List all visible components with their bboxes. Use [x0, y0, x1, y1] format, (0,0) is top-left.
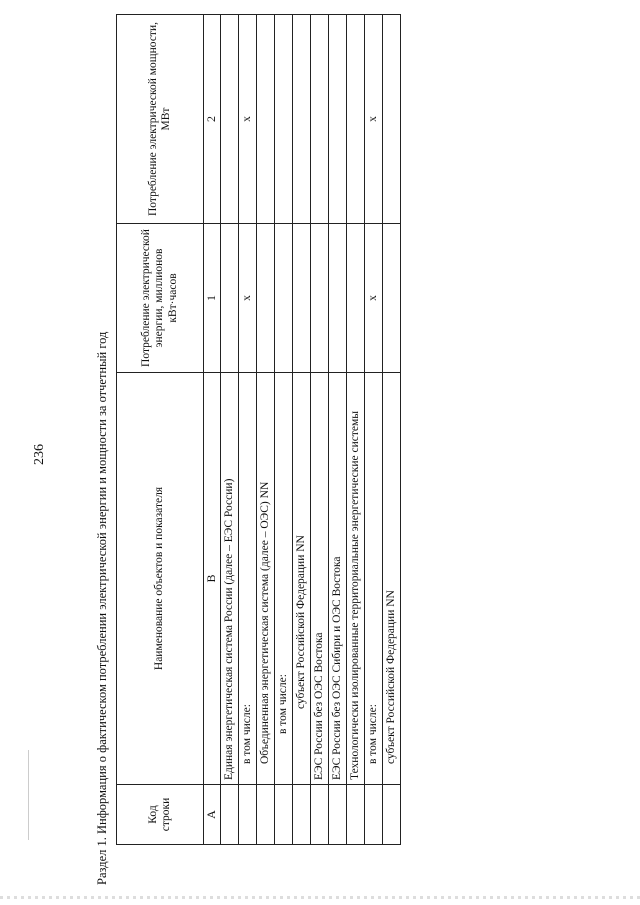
row-code	[365, 785, 383, 845]
row-power: х	[239, 15, 257, 224]
table-row	[221, 15, 239, 845]
table-row	[275, 15, 293, 845]
row-energy: х	[365, 224, 383, 373]
table-row	[365, 15, 383, 845]
row-name: в том числе:	[239, 373, 257, 785]
row-power	[383, 15, 401, 224]
header-energy: Потребление электрической энергии, миллионов кВт·часов	[117, 224, 204, 373]
row-energy	[347, 224, 365, 373]
row-energy	[293, 224, 311, 373]
header-power: Потребление электрической мощности, МВт	[117, 15, 204, 224]
row-name: ЕЭС России без ОЭС Востока	[311, 373, 329, 785]
row-energy	[329, 224, 347, 373]
table-row	[329, 15, 347, 845]
row-code	[293, 785, 311, 845]
row-energy: х	[239, 224, 257, 373]
row-power: х	[365, 15, 383, 224]
table-row	[239, 15, 257, 845]
table-row	[257, 15, 275, 845]
row-name: ЕЭС России без ОЭС Сибири и ОЭС Востока	[329, 373, 347, 785]
row-power	[329, 15, 347, 224]
row-code	[257, 785, 275, 845]
section-title: Раздел 1. Информация о фактическом потреблении электрической энергии и мощности за отчетный год	[95, 331, 109, 885]
row-energy	[311, 224, 329, 373]
row-name: Единая энергетическая система России (далее – ЕЭС России)	[221, 373, 239, 785]
row-power	[257, 15, 275, 224]
row-power	[311, 15, 329, 224]
page-number: 236	[32, 444, 47, 465]
row-code	[311, 785, 329, 845]
row-code	[347, 785, 365, 845]
row-code	[275, 785, 293, 845]
row-power	[221, 15, 239, 224]
row-name: в том числе:	[365, 373, 383, 785]
header-name: Наименование объектов и показателя	[117, 373, 204, 785]
row-name: субъект Российской Федерации NN	[383, 373, 401, 785]
table-row	[383, 15, 401, 845]
header-code: Код строки	[117, 785, 204, 845]
table-row	[347, 15, 365, 845]
table-row	[293, 15, 311, 845]
row-power	[293, 15, 311, 224]
table-column-labels-row	[204, 15, 221, 845]
label-energy: 1	[204, 224, 221, 373]
row-code	[239, 785, 257, 845]
consumption-table	[116, 14, 401, 845]
row-energy	[221, 224, 239, 373]
row-energy	[275, 224, 293, 373]
label-code: А	[204, 785, 221, 845]
row-power	[275, 15, 293, 224]
row-name: субъект Российской Федерации NN	[293, 373, 311, 785]
row-code	[221, 785, 239, 845]
row-code	[383, 785, 401, 845]
label-power: 2	[204, 15, 221, 224]
row-energy	[383, 224, 401, 373]
row-energy	[257, 224, 275, 373]
table-row	[311, 15, 329, 845]
row-name: Технологически изолированные территориальные энергетические системы	[347, 373, 365, 785]
table-header-row	[117, 15, 204, 845]
row-name: в том числе:	[275, 373, 293, 785]
row-code	[329, 785, 347, 845]
row-power	[347, 15, 365, 224]
row-name: Объединенная энергетическая система (далее – ОЭС) NN	[257, 373, 275, 785]
label-name: В	[204, 373, 221, 785]
